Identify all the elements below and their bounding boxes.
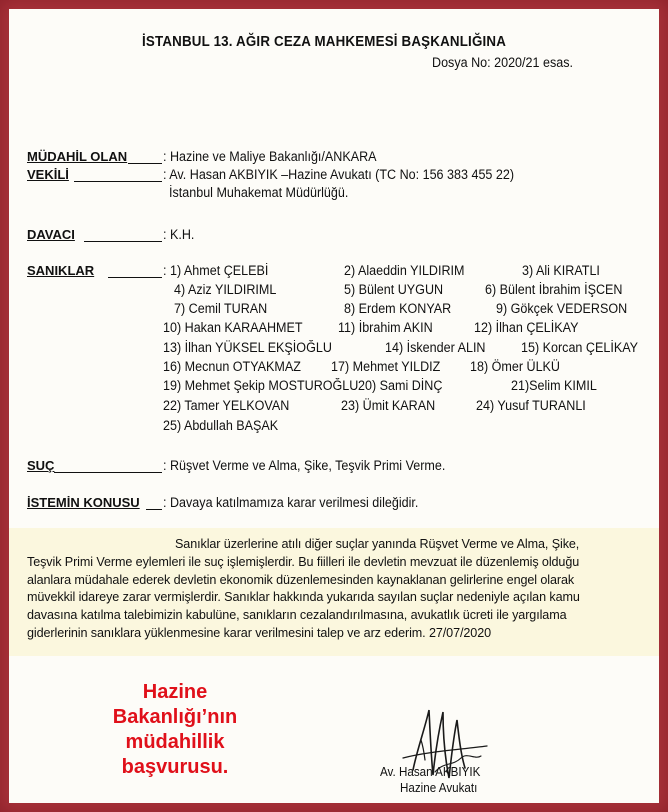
defendant-item: 22) Tamer YELKOVAN [163, 398, 290, 413]
defendant-item: 7) Cemil TURAN [174, 301, 268, 316]
court-title: İSTANBUL 13. AĞIR CEZA MAHKEMESİ BAŞKANLIĞINA [142, 34, 507, 50]
defendant-item: 11) İbrahim AKIN [338, 320, 433, 335]
signature-name: Av. Hasan AKBIYIK [380, 765, 481, 779]
attorney-office: İstanbul Muhakemat Müdürlüğü. [169, 185, 349, 200]
red-caption [100, 680, 250, 780]
defendant-item: 21)Selim KIMIL [511, 378, 597, 393]
signature-title: Hazine Avukatı [400, 781, 478, 795]
defendants-label: SANIKLAR [27, 263, 95, 278]
defendant-item: 12) İlhan ÇELİKAY [474, 320, 579, 335]
defendant-item: 14) İskender ALIN [385, 340, 486, 355]
intervener-value: : Hazine ve Maliye Bakanlığı/ANKARA [163, 149, 377, 164]
defendant-item: 16) Mecnun OTYAKMAZ [163, 359, 301, 374]
defendant-item: 5) Bülent UYGUN [344, 282, 444, 297]
caption-line: Hazine [142, 681, 208, 703]
defendant-item: 9) Gökçek VEDERSON [496, 301, 628, 316]
intervener-label: MÜDAHİL OLAN [27, 149, 128, 164]
defendant-item: 19) Mehmet Şekip MOSTUROĞLU [163, 378, 359, 393]
caption-line: başvurusu. [121, 756, 229, 778]
defendant-item: 13) İlhan YÜKSEL EKŞİOĞLU [163, 340, 332, 355]
defendant-item: 15) Korcan ÇELİKAY [521, 340, 639, 355]
defendant-item: 8) Erdem KONYAR [344, 301, 452, 316]
defendant-item: 6) Bülent İbrahim İŞCEN [485, 282, 623, 297]
defendant-item: 4) Aziz YILDIRIML [174, 282, 277, 297]
plaintiff-value: : K.H. [163, 227, 195, 242]
label-rule [108, 277, 162, 278]
attorney-label: VEKİLİ [27, 167, 69, 182]
request-value: : Davaya katılmamıza karar verilmesi dileğidir. [163, 495, 419, 510]
paragraph-line: Teşvik Primi Verme eylemleri ile suç işlemişlerdir. Bu fiilleri ile devletin mevzuat ile düzenlemiş olduğu [27, 554, 580, 569]
caption-line: Bakanlığı’nın [112, 706, 238, 728]
paragraph-line: müvekkil idareye zarar vermişlerdir. Sanıklar hakkında yukarıda sayılan suçlar nedeniyle açılan kamu [27, 590, 580, 605]
paragraph-line: giderlerinin sanıklara yüklenmesine karar verilmesini talep ve arz ederim. 27/07/2020 [27, 625, 492, 640]
defendant-item: : 1) Ahmet ÇELEBİ [163, 263, 269, 278]
label-rule [128, 163, 162, 164]
label-rule [74, 181, 162, 182]
defendant-item: 23) Ümit KARAN [341, 398, 436, 413]
defendant-item: 17) Mehmet YILDIZ [331, 359, 441, 374]
defendant-item: 18) Ömer ÜLKÜ [470, 359, 561, 374]
crime-value: : Rüşvet Verme ve Alma, Şike, Teşvik Primi Verme. [163, 458, 446, 473]
defendant-item: 2) Alaeddin YILDIRIM [344, 263, 465, 278]
file-number: Dosya No: 2020/21 esas. [432, 55, 573, 70]
defendant-item: 3) Ali KIRATLI [522, 263, 600, 278]
caption-line: müdahillik [125, 731, 225, 753]
paragraph-line: Sanıklar üzerlerine atılı diğer suçlar yanında Rüşvet Verme ve Alma, Şike, [175, 537, 580, 551]
defendant-item: 24) Yusuf TURANLI [476, 398, 586, 413]
paragraph-line: davasına katılma talebimizin kabulüne, sanıkların cezalandırılmasına, avukatlık ücreti ile yargılama [27, 608, 567, 623]
request-label: İSTEMİN KONUSU [27, 495, 140, 510]
plaintiff-label: DAVACI [27, 227, 75, 242]
petition-paragraph [27, 536, 657, 643]
defendant-item: 25) Abdullah BAŞAK [163, 418, 279, 433]
defendant-item: 10) Hakan KARAAHMET [163, 320, 303, 335]
paragraph-line: alanlara müdahale ederek devletin ekonomik düzenlemesinden kaynaklanan gelirlerine engel olarak [27, 572, 575, 587]
attorney-value: : Av. Hasan AKBIYIK –Hazine Avukatı (TC No: 156 383 455 22) [163, 167, 515, 182]
defendant-item: 20) Sami DİNÇ [358, 378, 443, 393]
crime-label: SUÇ [27, 458, 55, 473]
label-rule [84, 241, 162, 242]
label-rule [146, 509, 162, 510]
label-rule [54, 472, 162, 473]
